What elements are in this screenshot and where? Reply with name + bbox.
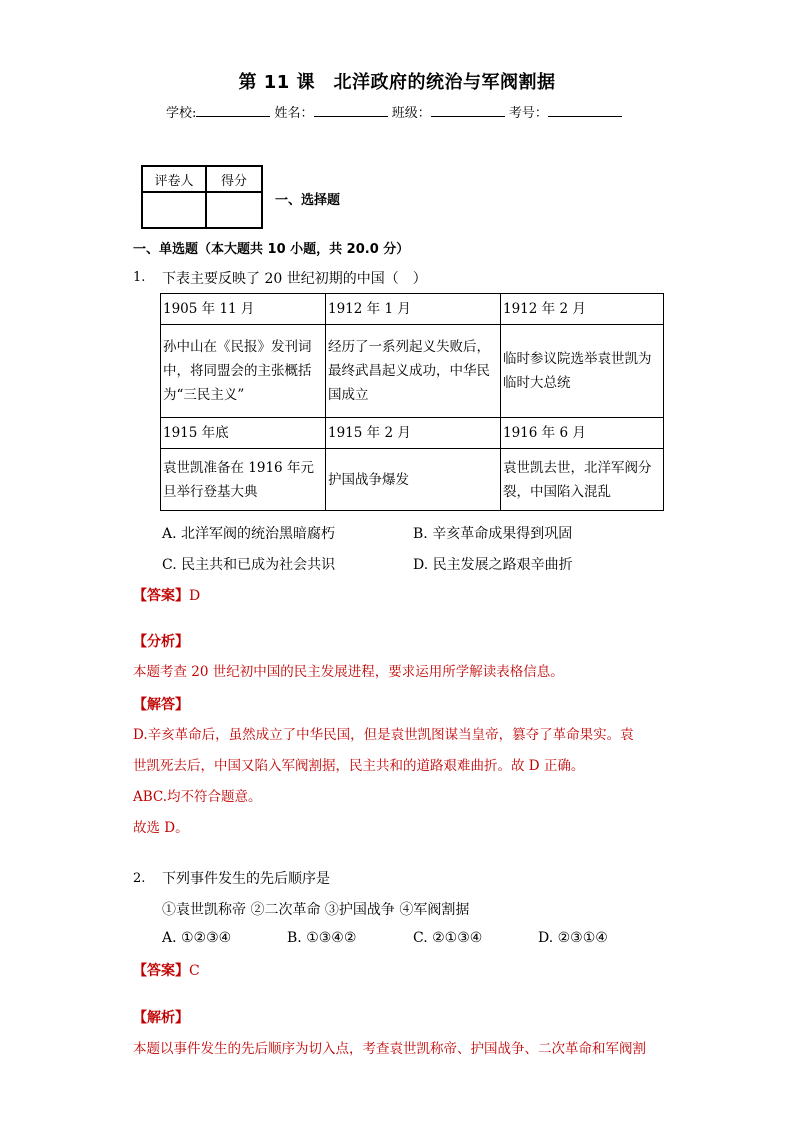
school-label: 学校: [166, 106, 197, 121]
q2-number: 2. [133, 871, 146, 886]
q1-option-b: B. 辛亥革命成果得到巩固 [413, 526, 573, 542]
table-cell: 1912 年 2 月 [501, 294, 664, 325]
q1-analysis-label: 【分析】 [133, 634, 189, 650]
q2-option-b: B. ①③④② [287, 930, 357, 946]
q2-option-d: D. ②③①④ [538, 930, 608, 946]
q2-option-a: A. ①②③④ [162, 930, 232, 946]
q2-answer [133, 960, 200, 980]
table-cell: 1915 年底 [161, 418, 326, 449]
table-cell: 1915 年 2 月 [326, 418, 501, 449]
class-blank [431, 103, 505, 117]
part-title: 一、单选题（本大题共 10 小题，共 20.0 分） [133, 242, 410, 257]
q2-items: ①袁世凯称帝 ②二次革命 ③护国战争 ④军阀割据 [162, 902, 470, 918]
school-blank [196, 103, 270, 117]
q1-option-c: C. 民主共和已成为社会共识 [162, 557, 336, 573]
table-cell: 1905 年 11 月 [161, 294, 326, 325]
section-title: 一、选择题 [275, 193, 341, 208]
answer-label: 【答案】 [133, 963, 189, 979]
name-blank [314, 103, 388, 117]
score-cell [206, 192, 262, 228]
q1-option-a: A. 北洋军阀的统治黑暗腐朽 [162, 526, 336, 542]
page-title: 第 11 课 北洋政府的统治与军阀割据 [238, 72, 556, 93]
table-cell: 1912 年 1 月 [326, 294, 501, 325]
q1-option-d: D. 民主发展之路艰辛曲折 [413, 557, 573, 573]
grader-header: 评卷人 [142, 166, 206, 192]
name-label: 姓名： [274, 106, 314, 121]
table-cell: 临时参议院选举袁世凯为临时大总统 [501, 325, 664, 418]
q1-solution-label: 【解答】 [133, 697, 189, 713]
grader-cell [142, 192, 206, 228]
q2-text: 下列事件发生的先后顺序是 [162, 871, 330, 887]
answer-value: D [189, 588, 201, 604]
q1-solution-line: 故选 D。 [133, 820, 189, 836]
q1-solution-line: ABC.均不符合题意。 [133, 789, 262, 805]
table-cell: 袁世凯去世，北洋军阀分裂，中国陷入混乱 [501, 449, 664, 511]
answer-label: 【答案】 [133, 588, 189, 604]
score-header: 得分 [206, 166, 262, 192]
class-label: 班级： [391, 106, 431, 121]
score-table [141, 165, 263, 229]
student-info-line [166, 102, 622, 121]
table-cell: 孙中山在《民报》发刊词中，将同盟会的主张概括为“三民主义” [161, 325, 326, 418]
q2-option-c: C. ②①③④ [413, 930, 483, 946]
table-cell: 护国战争爆发 [326, 449, 501, 511]
q1-answer [133, 585, 200, 605]
table-cell: 袁世凯准备在 1916 年元旦举行登基大典 [161, 449, 326, 511]
answer-value: C [189, 963, 200, 979]
q1-analysis-text: 本题考查 20 世纪初中国的民主发展进程，要求运用所学解读表格信息。 [133, 664, 564, 680]
q2-analysis-text: 本题以事件发生的先后顺序为切入点，考查袁世凯称帝、护国战争、二次革命和军阀割 [133, 1041, 646, 1057]
exam-no-label: 考号： [508, 106, 548, 121]
q2-analysis-label: 【解析】 [133, 1010, 189, 1026]
q1-table [160, 293, 664, 511]
q1-number: 1. [133, 270, 146, 285]
table-cell: 经历了一系列起义失败后，最终武昌起义成功，中华民国成立 [326, 325, 501, 418]
q1-solution-line: D.辛亥革命后，虽然成立了中华民国，但是袁世凯图谋当皇帝，篡夺了革命果实。袁 [133, 727, 634, 743]
exam-no-blank [548, 103, 622, 117]
table-cell: 1916 年 6 月 [501, 418, 664, 449]
q1-solution-line: 世凯死去后，中国又陷入军阀割据，民主共和的道路艰难曲折。故 D 正确。 [133, 758, 585, 774]
q1-text: 下表主要反映了 20 世纪初期的中国（ ） [162, 271, 427, 287]
